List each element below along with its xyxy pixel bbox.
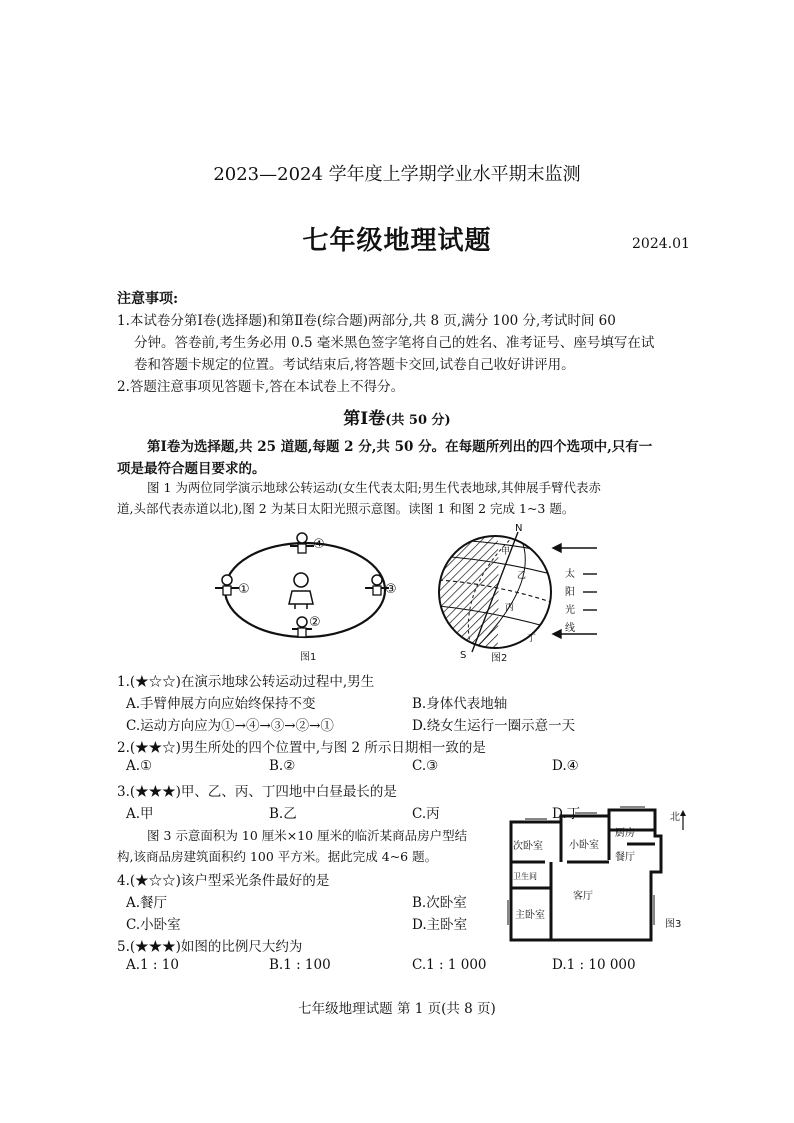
sunlight-label: 线 [565,623,575,634]
question-option: D.丁 [552,806,581,822]
boy-position-1 [215,575,239,595]
figure3-intro: 图 3 示意面积为 10 厘米×10 厘米的临沂某商品房户型结 [147,828,468,843]
notes-heading: 注意事项: [117,291,179,307]
section-title [0,404,794,429]
position-label: ② [309,615,321,630]
question-stem: 3.(★★★)甲、乙、丙、丁四地中白昼最长的是 [117,784,397,800]
north-arrowhead-icon [680,810,686,816]
question-stem: 4.(★☆☆)该户型采光条件最好的是 [117,873,330,889]
sunlight-label: 阳 [565,587,575,598]
question-option: C.运动方向应为①→④→③→②→① [126,718,334,734]
notes-line: 分钟。答卷前,考生务必用 0.5 毫米黑色签字笔将自己的姓名、准考证号、座号填写在试 [134,335,655,351]
question-option: A.1 : 10 [126,957,179,973]
notes-line: 2.答题注意事项见答题卡,答在本试卷上不得分。 [117,379,405,395]
question-option: D.主卧室 [412,917,468,933]
question-option: A.甲 [126,806,154,822]
question-option: D.绕女生运行一圈示意一天 [412,718,576,734]
question-option: B.② [269,758,296,774]
question-option: A.手臂伸展方向应始终保持不变 [126,696,316,712]
room-label: 次卧室 [513,841,543,852]
figure-intro: 图 1 为两位同学演示地球公转运动(女生代表太阳;男生代表地球,其伸展手臂代表赤 [147,480,601,495]
section-name: 第Ⅰ卷 [343,409,386,429]
section-score: (共 50 分) [385,413,451,428]
sunlight-label: 光 [565,605,575,616]
windows [508,807,654,925]
question-option: A.餐厅 [126,895,168,911]
question-option: D.④ [552,758,579,774]
figure1-caption: 图1 [300,652,317,663]
question-option: B.次卧室 [412,895,467,911]
place-label: 乙 [517,571,527,581]
room-label: 厨房 [615,828,635,839]
question-stem: 1.(★☆☆)在演示地球公转运动过程中,男生 [117,674,375,690]
north-label: N [515,523,523,534]
notes-line: 1.本试卷分第Ⅰ卷(选择题)和第Ⅱ卷(综合题)两部分,共 8 页,满分 100 分,考试时间 60 [117,313,616,329]
room-label: 主卧室 [515,910,545,921]
room-label: 餐厅 [615,852,635,863]
north-label: 北 [670,812,680,823]
question-option: C.1 : 1 000 [412,957,487,973]
question-option: D.1 : 10 000 [552,957,636,973]
place-label: 丁 [527,634,537,644]
figure-intro: 道,头部代表赤道以北),图 2 为某日太阳光照示意图。读图 1 和图 2 完成 1~3 题。 [117,501,575,516]
section-intro: 项是最符合题目要求的。 [117,461,266,477]
position-label: ① [238,582,250,597]
south-label: S [460,650,467,661]
night-side [425,520,499,665]
question-stem: 2.(★★☆)男生所处的四个位置中,与图 2 所示日期相一致的是 [117,740,486,756]
room-label: 小卧室 [569,840,599,851]
question-option: C.小卧室 [126,917,181,933]
place-label: 甲 [501,547,511,557]
page-title: 七年级地理试题 [302,226,492,256]
place-label: 丙 [505,603,515,613]
position-label: ③ [385,582,397,597]
notes-line: 卷和答题卡规定的位置。考试结束后,将答题卡交回,试卷自己收好讲评用。 [134,357,575,373]
room-label: 卫生间 [513,872,537,881]
position-label: ④ [313,537,325,552]
page-footer: 七年级地理试题 第 1 页(共 8 页) [298,1001,496,1017]
question-option: B.1 : 100 [269,957,331,973]
girl-sun-figure [289,573,313,609]
exam-subtitle: 2023—2024 学年度上学期学业水平期末监测 [213,164,581,185]
sunlight-arrows [553,544,597,638]
sunlight-label: 太 [565,569,575,580]
question-option: B.身体代表地轴 [412,696,508,712]
figure3-floor-plan [505,800,690,945]
question-option: C.丙 [412,806,440,822]
question-stem: 5.(★★★)如图的比例尺大约为 [117,939,303,955]
question-option: C.③ [412,758,439,774]
figure2-illumination-diagram [425,520,605,665]
exam-date: 2024.01 [632,236,690,252]
figure1-orbit-diagram [205,528,415,668]
question-option: B.乙 [269,806,297,822]
figure3-intro: 构,该商品房建筑面积约 100 平方米。据此完成 4~6 题。 [117,849,438,864]
room-label: 客厅 [573,891,593,902]
question-option: A.① [126,758,153,774]
figure3-caption: 图3 [665,919,682,930]
figure2-caption: 图2 [491,653,508,664]
section-intro: 第Ⅰ卷为选择题,共 25 道题,每题 2 分,共 50 分。在每题所列出的四个选项中,只有一 [147,439,653,455]
